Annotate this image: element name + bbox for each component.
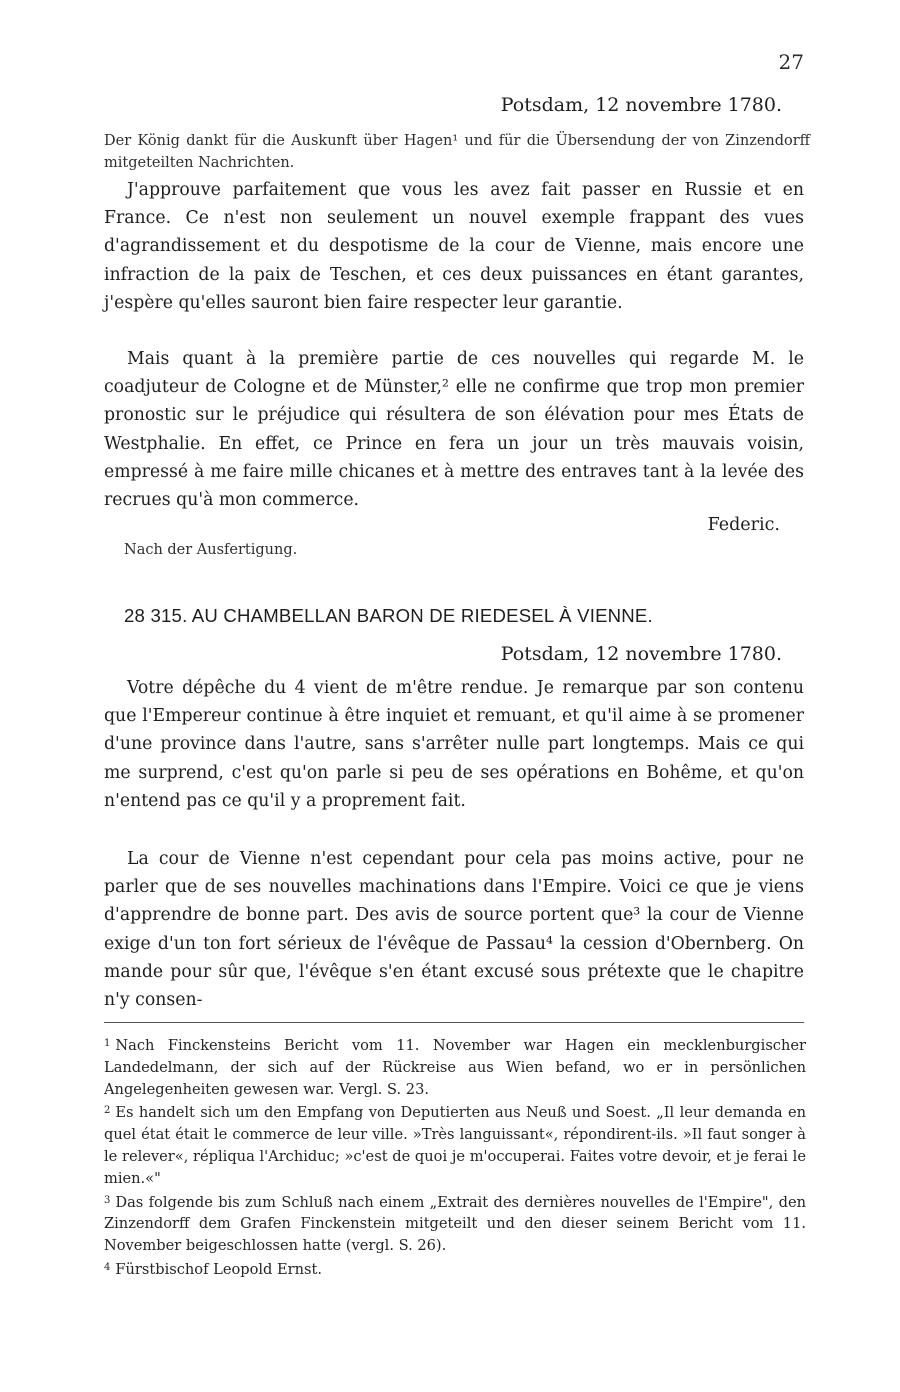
source-note: Nach der Ausfertigung. [124, 542, 298, 558]
footnote-mark: 2 [104, 1105, 111, 1117]
page-number: 27 [778, 50, 804, 74]
body-paragraph: J'approuve parfaitement que vous les avez fait passer en Russie et en France. Ce n'est non seulement un nouvel exemple frappant des vues d'agrandissement et du despotisme de la cour de Vienne, mais encore une infraction de la paix de Teschen, et ces deux puissances en étant garantes, j'espère qu'elles sauront bien faire respecter leur garantie. [104, 180, 804, 313]
footnote-mark: 1 [104, 1038, 111, 1049]
letter-date: Potsdam, 12 novembre 1780. [500, 94, 782, 116]
body-paragraph: Mais quant à la première partie de ces nouvelles qui regarde M. le coadjuteur de Cologne et de Münster,² elle ne confirme que trop mon premier pronostic sur le préjudice qui résultera de son élévation pour mes États de Westphalie. En effet, ce Prince en fera un jour un très mauvais voisin, empressé à me faire mille chicanes et à mettre des entraves tant à la levée des recrues qu'à mon commerce. [104, 349, 804, 511]
footnote [104, 1100, 806, 1189]
footnote-divider [104, 1022, 804, 1023]
footnote [104, 1190, 806, 1257]
footnote-text: Nach Finckensteins Bericht vom 11. November war Hagen ein mecklenburgischer Landedelmann, der sich auf der Rückreise aus Wien befand, wo er in persönlichen Angelegenheiten gewesen war. Vergl. S. 23. [104, 1037, 806, 1098]
letter-date: Potsdam, 12 novembre 1780. [500, 643, 782, 665]
body-paragraph: La cour de Vienne n'est cependant pour cela pas moins active, pour ne parler que de ses nouvelles machinations dans l'Empire. Voici ce que je viens d'apprendre de bonne part. Des avis de source portent que³ la cour de Vienne exige d'un ton fort sérieux de l'évêque de Passau⁴ la cession d'Obernberg. On mande pour sûr que, l'évêque s'en étant excusé sous prétexte que le chapitre n'y consen- [104, 849, 804, 1011]
signature: Federic. [707, 515, 780, 535]
footnote-text: Das folgende bis zum Schluß nach einem „Extrait des dernières nouvelles de l'Empire", den Zinzendorff dem Grafen Finckenstein mitgeteilt und den dieser seinem Bericht vom 11. November beigeschlossen hatte (vergl. S. 26). [104, 1193, 806, 1255]
footnotes [104, 1033, 806, 1281]
footnote [104, 1257, 806, 1281]
footnote-mark: 3 [104, 1194, 111, 1206]
letter-heading: 28 315. AU CHAMBELLAN BARON DE RIEDESEL À VIENNE. [124, 605, 653, 626]
body-paragraph: Votre dépêche du 4 vient de m'être rendue. Je remarque par son contenu que l'Empereur continue à être inquiet et remuant, et qu'il aime à se promener d'une province dans l'autre, sans s'arrêter nulle part longtemps. Mais ce qui me surprend, c'est qu'on parle si peu de ses opérations en Bohême, et qu'on n'entend pas ce qu'il y a proprement fait. [104, 678, 804, 811]
footnote-text: Es handelt sich um den Empfang von Deputierten aus Neuß und Soest. „Il leur demanda en quel état était le commerce de leur ville. »Très languissant«, répondirent-ils. »Il faut songer à le relever«, répliqua l'Archiduc; »c'est de quoi je m'occuperai. Faites votre devoir, et je ferai le mien.«" [104, 1104, 806, 1187]
footnote [104, 1033, 806, 1100]
letter-summary: Der König dankt für die Auskunft über Hagen¹ und für die Übersendung der von Zinzendorff mitgeteilten Nachrichten. [104, 133, 810, 171]
footnote-text: Fürstbischof Leopold Ernst. [115, 1260, 323, 1278]
footnote-mark: 4 [104, 1261, 111, 1273]
